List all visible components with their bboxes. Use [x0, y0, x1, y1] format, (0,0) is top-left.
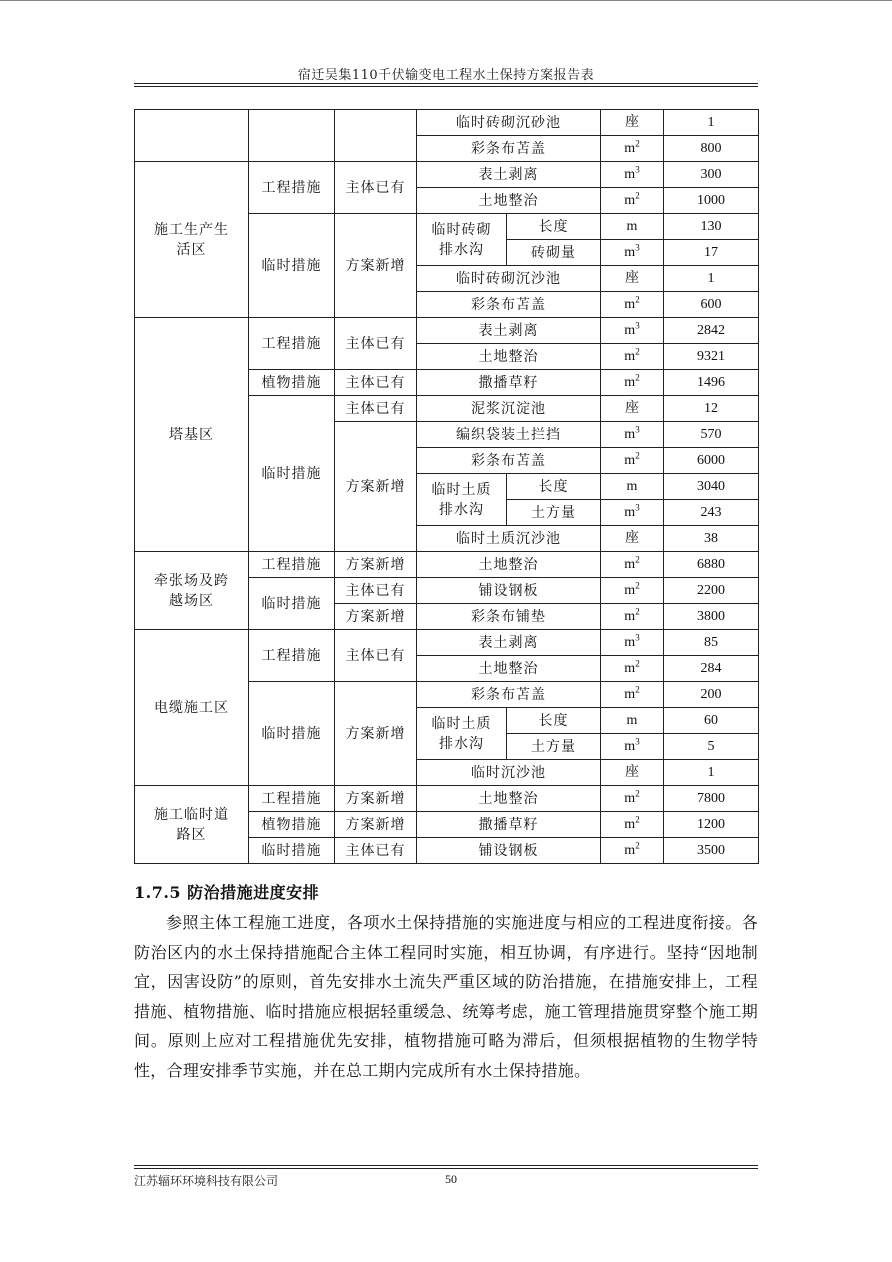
cell-text: 施工生产生活区 [154, 221, 229, 258]
cell-text: m [624, 790, 636, 806]
cell-text: m [624, 348, 636, 364]
cell-text: m [626, 712, 638, 728]
cell-text: m [624, 738, 636, 754]
cell-text: 主体已有 [345, 842, 406, 859]
table-cell [417, 136, 601, 162]
cell-text: m [624, 296, 636, 312]
cell-text: 座 [625, 400, 639, 416]
table-cell [417, 812, 601, 838]
cell-text: m [624, 192, 636, 208]
unit-exponent: 2 [635, 839, 640, 850]
section-heading: 1.7.5 防治措施进度安排 [134, 883, 320, 902]
cell-text: 1 [707, 764, 715, 780]
table-cell [135, 318, 249, 552]
cell-text: 临时措施 [261, 725, 322, 742]
unit-cell [601, 578, 664, 604]
cell-text: 主体已有 [345, 400, 406, 417]
table-cell [135, 786, 249, 864]
table-cell [417, 370, 601, 396]
table-cell [335, 422, 417, 552]
unit-cell [601, 266, 664, 292]
table-cell [249, 214, 335, 318]
table-cell [417, 760, 601, 786]
cell-text: m [624, 140, 636, 156]
cell-text: 土地整治 [478, 790, 539, 807]
unit-cell [601, 318, 664, 344]
table-cell [417, 266, 601, 292]
table-cell [135, 110, 249, 162]
table-cell [335, 812, 417, 838]
cell-text: 临时砖砌沉沙池 [456, 270, 561, 287]
table-cell [417, 448, 601, 474]
cell-text: 工程措施 [261, 179, 322, 196]
table-cell [417, 630, 601, 656]
cell-text: 6000 [697, 452, 725, 468]
table-cell [417, 474, 507, 526]
unit-cell [601, 630, 664, 656]
quantity-cell [664, 162, 759, 188]
unit-exponent: 2 [635, 137, 640, 148]
cell-text: 300 [700, 166, 722, 182]
table-cell [249, 110, 335, 162]
quantity-cell [664, 292, 759, 318]
cell-text: 方案新增 [345, 608, 406, 625]
cell-text: 临时土质排水沟 [431, 481, 492, 518]
table-cell [417, 396, 601, 422]
cell-text: 800 [700, 140, 722, 156]
cell-text: 编织袋装土拦挡 [456, 426, 561, 443]
table-cell [335, 786, 417, 812]
cell-text: 铺设钢板 [478, 582, 539, 599]
table-cell [249, 318, 335, 370]
table-cell [249, 838, 335, 864]
cell-text: 2842 [697, 322, 725, 338]
header-rule-double [134, 86, 758, 87]
cell-text: m [624, 452, 636, 468]
cell-text: 长度 [538, 712, 569, 729]
cell-text: 塔基区 [169, 426, 214, 443]
footer-company: 江苏辐环环境科技有限公司 [134, 1174, 279, 1188]
cell-text: 临时土质排水沟 [431, 715, 492, 752]
unit-exponent: 2 [635, 449, 640, 460]
table-cell [507, 734, 601, 760]
table-cell [417, 552, 601, 578]
cell-text: 临时措施 [261, 465, 322, 482]
cell-text: 2200 [697, 582, 725, 598]
measures-table-body [135, 110, 759, 864]
table-row [135, 162, 759, 188]
cell-text: m [624, 374, 636, 390]
table-cell [507, 240, 601, 266]
cell-text: 570 [700, 426, 722, 442]
table-cell [417, 318, 601, 344]
cell-text: 座 [625, 270, 639, 286]
unit-exponent: 2 [635, 553, 640, 564]
unit-cell [601, 110, 664, 136]
unit-exponent: 2 [635, 371, 640, 382]
cell-text: m [624, 244, 636, 260]
unit-exponent: 2 [635, 605, 640, 616]
cell-text: 主体已有 [345, 179, 406, 196]
table-cell [135, 630, 249, 786]
unit-cell [601, 682, 664, 708]
cell-text: 土方量 [531, 504, 576, 521]
unit-exponent: 2 [635, 813, 640, 824]
quantity-cell [664, 734, 759, 760]
cell-text: 彩条布铺垫 [471, 608, 546, 625]
table-cell [135, 552, 249, 630]
cell-text: 284 [700, 660, 722, 676]
cell-text: 座 [625, 114, 639, 130]
table-cell [249, 682, 335, 786]
table-cell [335, 604, 417, 630]
cell-text: 长度 [538, 478, 569, 495]
table-cell [249, 370, 335, 396]
cell-text: 土地整治 [478, 660, 539, 677]
cell-text: 泥浆沉淀池 [471, 400, 546, 417]
unit-cell [601, 188, 664, 214]
unit-cell [601, 292, 664, 318]
table-cell [507, 708, 601, 734]
table-cell [335, 214, 417, 318]
measures-table [134, 109, 759, 864]
unit-exponent: 2 [635, 657, 640, 668]
page-number: 50 [445, 1172, 457, 1186]
cell-text: 3040 [697, 478, 725, 494]
quantity-cell [664, 136, 759, 162]
cell-text: 植物措施 [261, 816, 322, 833]
quantity-cell [664, 604, 759, 630]
unit-cell [601, 136, 664, 162]
cell-text: 1000 [697, 192, 725, 208]
table-cell [507, 214, 601, 240]
cell-text: 7800 [697, 790, 725, 806]
cell-text: 17 [704, 244, 718, 260]
quantity-cell [664, 630, 759, 656]
cell-text: m [624, 504, 636, 520]
unit-exponent: 2 [635, 579, 640, 590]
cell-text: 临时砖砌沉砂池 [456, 114, 561, 131]
quantity-cell [664, 526, 759, 552]
cell-text: 彩条布苫盖 [471, 452, 546, 469]
table-row [135, 630, 759, 656]
cell-text: 1200 [697, 816, 725, 832]
unit-cell [601, 214, 664, 240]
cell-text: 临时措施 [261, 595, 322, 612]
table-cell [335, 162, 417, 214]
quantity-cell [664, 552, 759, 578]
cell-text: m [624, 556, 636, 572]
table-row [135, 786, 759, 812]
table-cell [249, 786, 335, 812]
quantity-cell [664, 240, 759, 266]
cell-text: 主体已有 [345, 335, 406, 352]
table-cell [249, 578, 335, 630]
quantity-cell [664, 370, 759, 396]
cell-text: m [624, 816, 636, 832]
table-cell [417, 708, 507, 760]
cell-text: 方案新增 [345, 556, 406, 573]
cell-text: 主体已有 [345, 374, 406, 391]
cell-text: 临时措施 [261, 842, 322, 859]
unit-exponent: 2 [635, 345, 640, 356]
unit-cell [601, 552, 664, 578]
cell-text: 彩条布苫盖 [471, 296, 546, 313]
cell-text: 工程措施 [261, 647, 322, 664]
table-cell [249, 812, 335, 838]
cell-text: 临时砖砌排水沟 [431, 221, 492, 258]
table-cell [417, 162, 601, 188]
cell-text: 表土剥离 [478, 322, 539, 339]
unit-cell [601, 344, 664, 370]
table-cell [335, 370, 417, 396]
cell-text: 200 [700, 686, 722, 702]
unit-cell [601, 760, 664, 786]
unit-cell [601, 474, 664, 500]
quantity-cell [664, 474, 759, 500]
cell-text: 60 [704, 712, 718, 728]
table-cell [135, 162, 249, 318]
unit-cell [601, 396, 664, 422]
table-cell [417, 656, 601, 682]
table-cell [417, 526, 601, 552]
quantity-cell [664, 656, 759, 682]
cell-text: m [624, 686, 636, 702]
footer-rule-double [134, 1168, 758, 1169]
cell-text: 3500 [697, 842, 725, 858]
cell-text: 工程措施 [261, 335, 322, 352]
quantity-cell [664, 812, 759, 838]
table-cell [249, 396, 335, 552]
cell-text: 铺设钢板 [478, 842, 539, 859]
quantity-cell [664, 786, 759, 812]
cell-text: 工程措施 [261, 556, 322, 573]
cell-text: 施工临时道路区 [154, 806, 229, 843]
table-cell [249, 552, 335, 578]
cell-text: 6880 [697, 556, 725, 572]
cell-text: 土地整治 [478, 556, 539, 573]
cell-text: 3800 [697, 608, 725, 624]
unit-cell [601, 370, 664, 396]
quantity-cell [664, 448, 759, 474]
unit-cell [601, 838, 664, 864]
cell-text: 主体已有 [345, 582, 406, 599]
quantity-cell [664, 188, 759, 214]
table-cell [335, 396, 417, 422]
table-cell [417, 786, 601, 812]
table-cell [335, 318, 417, 370]
cell-text: m [624, 608, 636, 624]
quantity-cell [664, 318, 759, 344]
quantity-cell [664, 500, 759, 526]
unit-exponent: 3 [635, 163, 640, 174]
cell-text: 表土剥离 [478, 634, 539, 651]
unit-exponent: 2 [635, 189, 640, 200]
cell-text: 38 [704, 530, 718, 546]
table-cell [335, 682, 417, 786]
unit-cell [601, 162, 664, 188]
running-header: 宿迁吴集110千伏输变电工程水土保持方案报告表 [297, 68, 595, 83]
table-cell [417, 344, 601, 370]
table-cell [335, 630, 417, 682]
cell-text: 130 [700, 218, 722, 234]
unit-cell [601, 708, 664, 734]
cell-text: 座 [625, 764, 639, 780]
cell-text: 方案新增 [345, 790, 406, 807]
quantity-cell [664, 708, 759, 734]
cell-text: 12 [704, 400, 718, 416]
cell-text: 主体已有 [345, 647, 406, 664]
unit-exponent: 3 [635, 501, 640, 512]
table-row [135, 110, 759, 136]
cell-text: 方案新增 [345, 725, 406, 742]
cell-text: 600 [700, 296, 722, 312]
quantity-cell [664, 422, 759, 448]
table-cell [417, 578, 601, 604]
cell-text: 彩条布苫盖 [471, 686, 546, 703]
cell-text: 方案新增 [345, 816, 406, 833]
cell-text: m [624, 322, 636, 338]
cell-text: m [626, 218, 638, 234]
quantity-cell [664, 266, 759, 292]
unit-exponent: 3 [635, 319, 640, 330]
unit-exponent: 3 [635, 241, 640, 252]
cell-text: 土方量 [531, 738, 576, 755]
cell-text: 撒播草籽 [478, 374, 539, 391]
unit-cell [601, 500, 664, 526]
cell-text: 临时土质沉沙池 [456, 530, 561, 547]
quantity-cell [664, 682, 759, 708]
cell-text: 1496 [697, 374, 725, 390]
unit-cell [601, 786, 664, 812]
unit-cell [601, 734, 664, 760]
body-paragraph: 参照主体工程施工进度，各项水土保持措施的实施进度与相应的工程进度衔接。各防治区内的水土保持措施配合主体工程同时实施，相互协调，有序进行。坚持“因地制宜，因害设防”的原则，首先安排水土流失严重区域的防治措施，在措施安排上，工程措施、植物措施、临时措施应根据轻重缓急、统筹考虑，施工管理措施贯穿整个施工期间。原则上应对工程措施优先安排，植物措施可略为滞后，但须根据植物的生物学特性，合理安排季节实施，并在总工期内完成所有水土保持措施。 [134, 913, 758, 1080]
table-cell [249, 162, 335, 214]
table-cell [507, 500, 601, 526]
cell-text: 85 [704, 634, 718, 650]
table-cell [417, 838, 601, 864]
cell-text: 砖砌量 [531, 244, 576, 261]
cell-text: 长度 [538, 218, 569, 235]
cell-text: 临时沉沙池 [471, 764, 546, 781]
unit-cell [601, 656, 664, 682]
cell-text: 方案新增 [345, 257, 406, 274]
table-cell [335, 552, 417, 578]
table-cell [417, 188, 601, 214]
unit-cell [601, 604, 664, 630]
cell-text: 243 [700, 504, 722, 520]
cell-text: m [624, 660, 636, 676]
quantity-cell [664, 344, 759, 370]
cell-text: 土地整治 [478, 192, 539, 209]
quantity-cell [664, 760, 759, 786]
cell-text: 5 [707, 738, 715, 754]
unit-cell [601, 812, 664, 838]
table-cell [249, 630, 335, 682]
quantity-cell [664, 838, 759, 864]
cell-text: 1 [707, 270, 715, 286]
quantity-cell [664, 214, 759, 240]
table-cell [417, 214, 507, 266]
unit-exponent: 3 [635, 423, 640, 434]
footer-rule [134, 1165, 758, 1166]
table-cell [507, 474, 601, 500]
cell-text: 土地整治 [478, 348, 539, 365]
quantity-cell [664, 396, 759, 422]
cell-text: 座 [625, 530, 639, 546]
cell-text: m [624, 842, 636, 858]
table-cell [335, 838, 417, 864]
cell-text: 方案新增 [345, 478, 406, 495]
header-rule [134, 83, 758, 84]
cell-text: 表土剥离 [478, 166, 539, 183]
unit-cell [601, 422, 664, 448]
unit-cell [601, 240, 664, 266]
table-cell [417, 422, 601, 448]
table-cell [335, 110, 417, 162]
table-row [135, 552, 759, 578]
unit-exponent: 2 [635, 787, 640, 798]
cell-text: 彩条布苫盖 [471, 140, 546, 157]
unit-cell [601, 448, 664, 474]
table-cell [335, 578, 417, 604]
page-top-border [0, 0, 892, 1]
cell-text: 牵张场及跨越场区 [154, 572, 229, 609]
table-cell [417, 682, 601, 708]
cell-text: 撒播草籽 [478, 816, 539, 833]
unit-cell [601, 526, 664, 552]
quantity-cell [664, 578, 759, 604]
cell-text: m [624, 582, 636, 598]
cell-text: 工程措施 [261, 790, 322, 807]
table-cell [417, 604, 601, 630]
unit-exponent: 3 [635, 735, 640, 746]
unit-exponent: 2 [635, 293, 640, 304]
cell-text: 1 [707, 114, 715, 130]
cell-text: 电缆施工区 [154, 699, 229, 716]
unit-exponent: 2 [635, 683, 640, 694]
table-cell [417, 110, 601, 136]
table-cell [417, 292, 601, 318]
unit-exponent: 3 [635, 631, 640, 642]
quantity-cell [664, 110, 759, 136]
cell-text: 植物措施 [261, 374, 322, 391]
cell-text: m [624, 166, 636, 182]
cell-text: m [624, 426, 636, 442]
cell-text: m [626, 478, 638, 494]
cell-text: m [624, 634, 636, 650]
cell-text: 9321 [697, 348, 725, 364]
table-row [135, 318, 759, 344]
cell-text: 临时措施 [261, 257, 322, 274]
